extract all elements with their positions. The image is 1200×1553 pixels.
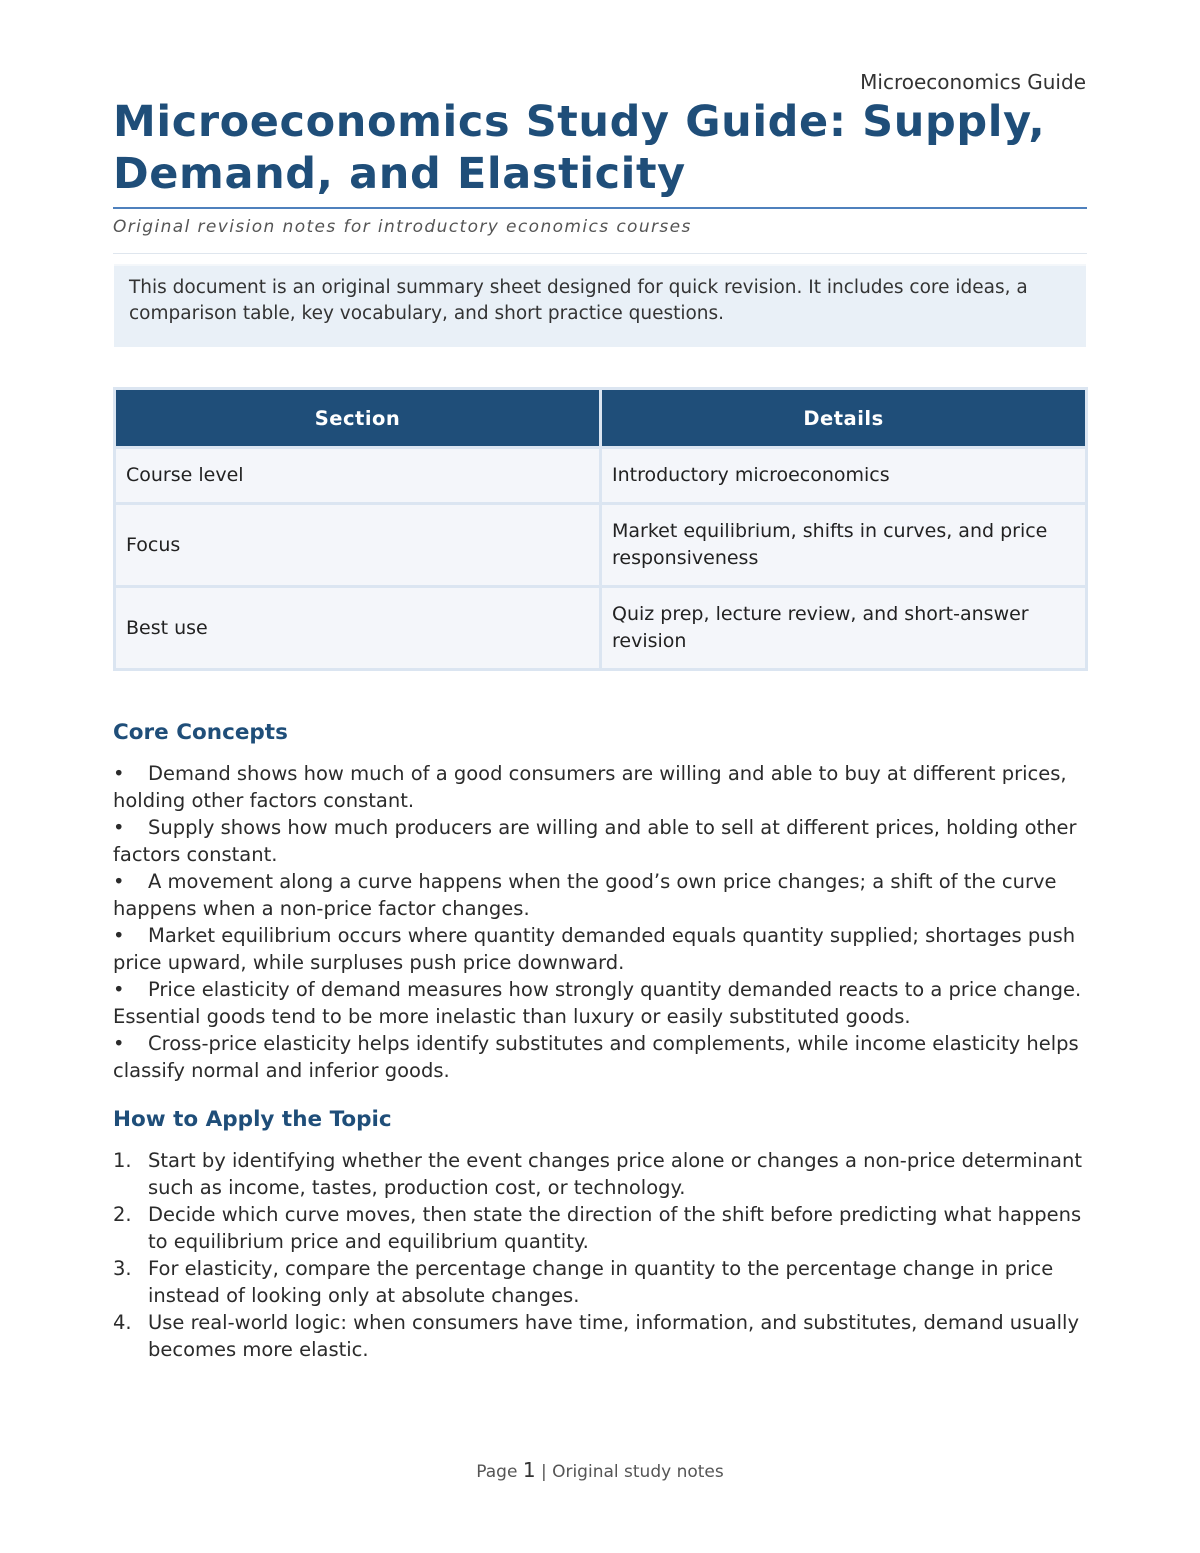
table-cell-section: Focus xyxy=(115,504,601,587)
step-number: 1. xyxy=(113,1149,132,1172)
running-header: Microeconomics Guide xyxy=(860,70,1086,94)
table-cell-details: Quiz prep, lecture review, and short-answer revision xyxy=(601,587,1087,670)
apply-topic-list xyxy=(113,1147,1088,1363)
list-item xyxy=(113,814,1088,868)
list-item-text: Supply shows how much producers are willing and able to sell at different prices, holding other factors constant. xyxy=(113,816,1077,866)
list-item xyxy=(113,1201,1088,1255)
step-number: 4. xyxy=(113,1311,132,1334)
list-item xyxy=(113,1255,1088,1309)
list-item xyxy=(113,1309,1088,1363)
table-row xyxy=(115,504,1087,587)
table-header-section: Section xyxy=(115,389,601,448)
list-item xyxy=(113,922,1088,976)
list-item-text: Start by identifying whether the event changes price alone or changes a non-price determinant such as income, tastes, production cost, or technology. xyxy=(148,1149,1082,1199)
list-item-text: Price elasticity of demand measures how strongly quantity demanded reacts to a price change. Essential goods tend to be more inelastic than luxury or easily substituted goods. xyxy=(113,978,1082,1028)
table-header-row xyxy=(115,389,1087,448)
footer-page-number: 1 xyxy=(522,1458,536,1482)
core-concepts-list xyxy=(113,760,1088,1084)
list-item xyxy=(113,976,1088,1030)
footer-separator: | xyxy=(540,1462,547,1482)
table-row xyxy=(115,448,1087,504)
bullet-icon: • xyxy=(113,870,125,893)
list-item-text: For elasticity, compare the percentage change in quantity to the percentage change in price instead of looking only at absolute changes. xyxy=(148,1257,1054,1307)
intro-callout xyxy=(114,264,1086,347)
list-item-text: Market equilibrium occurs where quantity demanded equals quantity supplied; shortages push price upward, while surpluses push price downward. xyxy=(113,924,1076,974)
summary-table xyxy=(113,387,1088,671)
table-cell-section: Best use xyxy=(115,587,601,670)
document-subtitle: Original revision notes for introductory economics courses xyxy=(113,217,692,237)
table-cell-details: Market equilibrium, shifts in curves, and price responsiveness xyxy=(601,504,1087,587)
table-row xyxy=(115,587,1087,670)
list-item xyxy=(113,1147,1088,1201)
list-item xyxy=(113,1030,1088,1084)
table-cell-section: Course level xyxy=(115,448,601,504)
table-cell-details: Introductory microeconomics xyxy=(601,448,1087,504)
step-number: 2. xyxy=(113,1203,132,1226)
bullet-icon: • xyxy=(113,924,125,947)
list-item-text: A movement along a curve happens when the good’s own price changes; a shift of the curve happens when a non-price factor changes. xyxy=(113,870,1057,920)
subtitle-divider xyxy=(113,253,1087,254)
footer-note: Original study notes xyxy=(552,1462,724,1482)
document-title: Microeconomics Study Guide: Supply, Demand, and Elasticity xyxy=(113,97,1046,199)
list-item-text: Use real-world logic: when consumers have time, information, and substitutes, demand usually becomes more elastic. xyxy=(148,1311,1080,1361)
bullet-icon: • xyxy=(113,762,125,785)
title-divider xyxy=(113,207,1087,209)
footer-page-label: Page xyxy=(476,1462,518,1482)
list-item xyxy=(113,760,1088,814)
core-concepts-heading: Core Concepts xyxy=(113,720,288,745)
bullet-icon: • xyxy=(113,978,125,1001)
list-item-text: Cross-price elasticity helps identify substitutes and complements, while income elasticity helps classify normal and inferior goods. xyxy=(113,1032,1079,1082)
step-number: 3. xyxy=(113,1257,132,1280)
bullet-icon: • xyxy=(113,816,125,839)
list-item xyxy=(113,868,1088,922)
page-footer xyxy=(0,1458,1200,1482)
apply-topic-heading: How to Apply the Topic xyxy=(113,1107,392,1132)
list-item-text: Demand shows how much of a good consumers are willing and able to buy at different prices, holding other factors constant. xyxy=(113,762,1067,812)
list-item-text: Decide which curve moves, then state the direction of the shift before predicting what happens to equilibrium price and equilibrium quantity. xyxy=(148,1203,1082,1253)
bullet-icon: • xyxy=(113,1032,125,1055)
intro-callout-text: This document is an original summary sheet designed for quick revision. It includes core ideas, a comparison table, key vocabulary, and short practice questions. xyxy=(129,277,1028,324)
table-header-details: Details xyxy=(601,389,1087,448)
